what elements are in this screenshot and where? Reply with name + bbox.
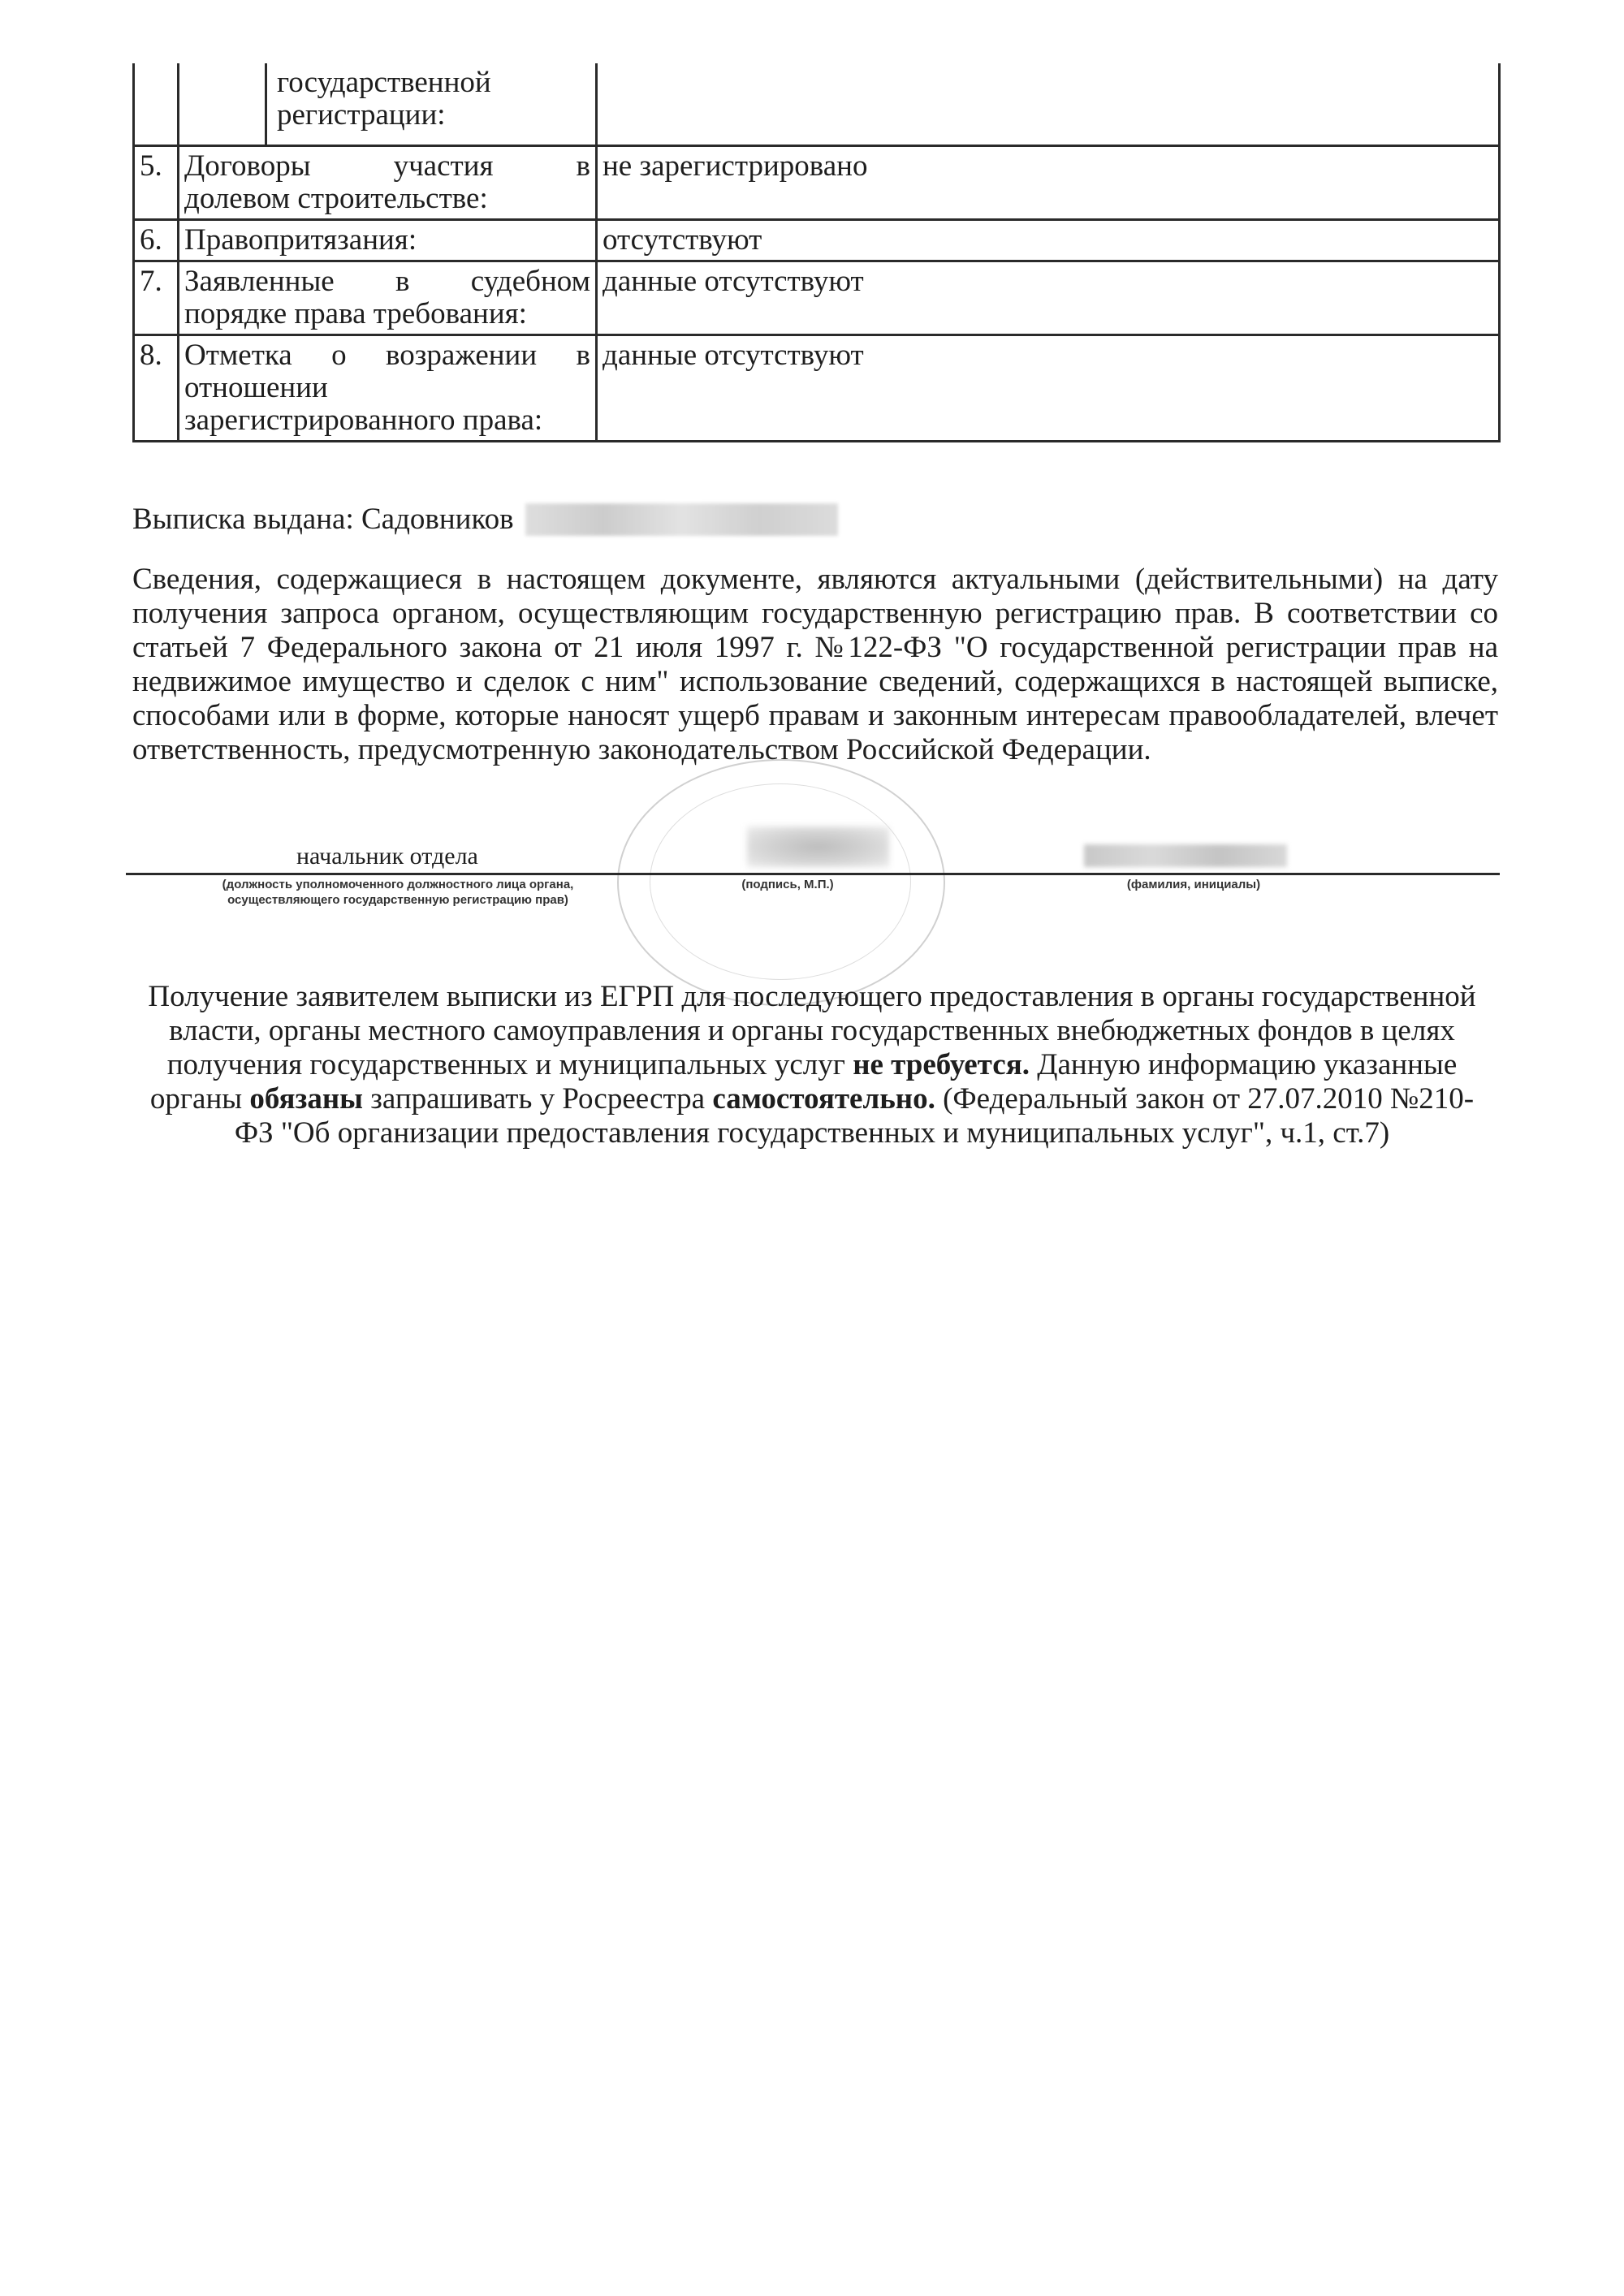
- row-label: [179, 261, 597, 335]
- notice-text: Получение заявителем выписки из ЕГРП для последующего предоставления в органы государственной власти, органы местного самоуправления и органы государственных внебюджетных фондов в целях получения государственных и муниципальных услуг: [148, 980, 1476, 1081]
- continuation-line-2: регистрации:: [277, 98, 446, 132]
- row-label-line: Заявленные в судебном: [184, 265, 590, 298]
- table-row-continuation: [134, 63, 1500, 146]
- row-label-line: зарегистрированного права:: [184, 404, 543, 437]
- signatory-role: начальник отдела: [296, 843, 478, 870]
- row-number: 7.: [134, 261, 179, 335]
- notice-emphasis: не требуется.: [853, 1048, 1030, 1081]
- caption-signature: (подпись, М.П.): [741, 878, 834, 891]
- row-number: 8.: [134, 335, 179, 442]
- row-value: данные отсутствуют: [597, 261, 1500, 335]
- row-label-line: Отметка о возражении в: [184, 339, 590, 372]
- continuation-line-1: государственной: [277, 66, 491, 99]
- table-row: [134, 335, 1500, 442]
- caption-role-line: осуществляющего государственную регистрацию прав): [227, 893, 568, 907]
- notice-emphasis: самостоятельно.: [712, 1082, 935, 1116]
- row-value: отсутствуют: [597, 220, 1500, 261]
- row-label-line: Договоры участия в: [184, 149, 590, 183]
- notice-text: Данную информацию указанные органы: [149, 1048, 1458, 1116]
- table-row: [134, 261, 1500, 335]
- table-cell-label-continued: [179, 63, 597, 146]
- redacted-signature: [747, 826, 889, 867]
- row-value: не зарегистрировано: [597, 146, 1500, 220]
- row-label-line: долевом строительстве:: [184, 182, 488, 215]
- row-value: данные отсутствуют: [597, 335, 1500, 442]
- rights-table: [132, 63, 1501, 442]
- disclaimer-paragraph: Сведения, содержащиеся в настоящем документе, являются актуальными (действительными) на дату получения запроса органом, осуществляющим государственную регистрацию прав. В соответствии со статьей 7 Федерального закона от 21 июля 1997 г. №122-ФЗ "О государственной регистрации прав на недвижимое имущество и сделок с ним" использование сведений, содержащихся в настоящей выписке, способами или в форме, которые наносят ущерб правам и законным интересам правообладателей, влечет ответственность, предусмотренную законодательством Российской Федерации.: [132, 563, 1498, 766]
- table-cell-value-empty: [597, 63, 1500, 146]
- row-label-line: порядке права требования:: [184, 297, 527, 330]
- notice-text: (Федеральный закон от 27.07.2010 №210-ФЗ "Об организации предоставления государственных и муниципальных услуг", ч.1, ст.7): [234, 1082, 1475, 1150]
- notice-text: запрашивать у Росреестра: [363, 1082, 713, 1116]
- caption-role: [171, 877, 625, 908]
- notice-emphasis: обязаны: [249, 1082, 364, 1116]
- issued-to-line: [132, 502, 838, 537]
- caption-name: (фамилия, инициалы): [1126, 878, 1261, 891]
- row-number: 6.: [134, 220, 179, 261]
- sub-column-divider: [265, 63, 267, 145]
- redacted-signatory-name: [1084, 844, 1287, 867]
- row-label: Правопритязания:: [179, 220, 597, 261]
- row-label: [179, 146, 597, 220]
- issued-to-label: Выписка выдана: Садовников: [132, 503, 514, 536]
- redacted-name: [525, 503, 838, 536]
- egrp-notice: [146, 980, 1478, 1150]
- caption-role-line: (должность уполномоченного должностного лица органа,: [222, 878, 574, 891]
- table-row: [134, 220, 1500, 261]
- row-label-line: отношении: [184, 371, 328, 404]
- row-number: 5.: [134, 146, 179, 220]
- table-cell-empty: [134, 63, 179, 146]
- table-row: [134, 146, 1500, 220]
- signature-line: [126, 873, 1500, 875]
- row-label: [179, 335, 597, 442]
